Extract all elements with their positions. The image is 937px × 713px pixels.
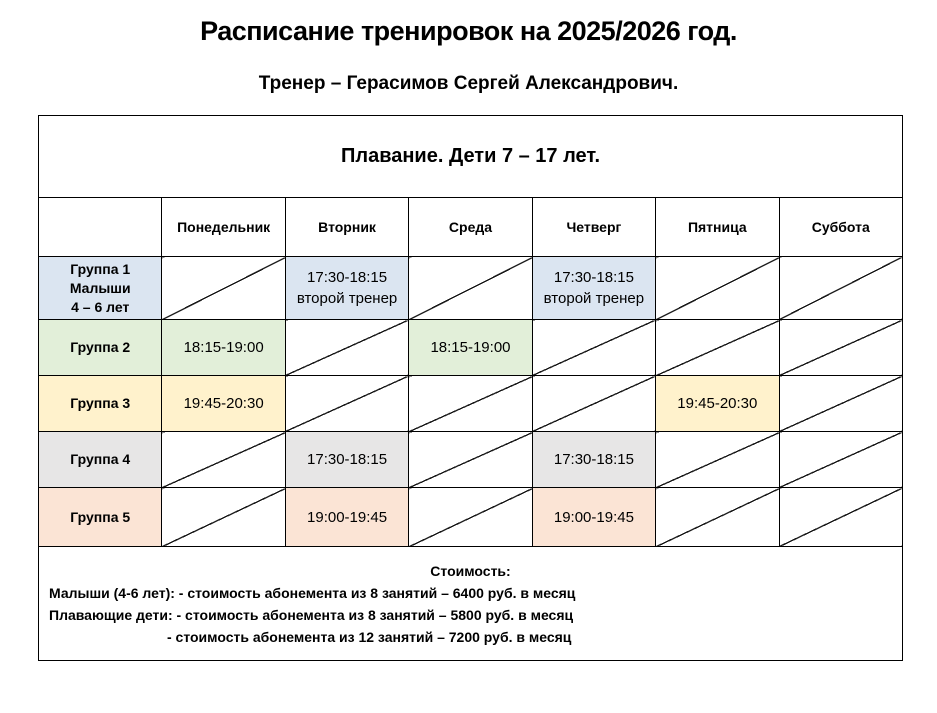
day-header-friday: Пятница — [656, 198, 779, 257]
day-header-monday: Понедельник — [162, 198, 285, 257]
empty-cell — [656, 257, 779, 320]
pricing-line-1: Малыши (4-6 лет): - стоимость абонемента из 8 занятий – 6400 руб. в месяц — [49, 584, 576, 601]
session-cell — [285, 432, 408, 488]
empty-cell — [409, 432, 532, 488]
session-cell — [532, 257, 655, 320]
group1-age: 4 – 6 лет — [71, 298, 130, 315]
session-time: 19:45-20:30 — [183, 395, 264, 412]
empty-cell — [285, 376, 408, 432]
empty-cell — [409, 488, 532, 547]
session-time: 19:45-20:30 — [677, 395, 758, 412]
pricing-heading: Стоимость: — [430, 562, 511, 579]
empty-cell — [409, 257, 532, 320]
group3-label: Группа 3 — [39, 376, 162, 432]
empty-cell — [779, 257, 902, 320]
session-note: второй тренер — [543, 290, 645, 307]
page-title: Расписание тренировок на 2025/2026 год. — [200, 16, 737, 46]
group1-label — [39, 257, 162, 320]
session-time: 17:30-18:15 — [307, 269, 388, 286]
pricing-row — [39, 547, 903, 661]
corner-cell — [39, 198, 162, 257]
empty-cell — [532, 320, 655, 376]
empty-cell — [779, 432, 902, 488]
empty-cell — [656, 432, 779, 488]
session-time: 19:00-19:45 — [553, 508, 634, 526]
group1-name: Группа 1 — [70, 260, 131, 277]
group2-label: Группа 2 — [39, 320, 162, 376]
pricing-line-3: - стоимость абонемента из 12 занятий – 7200 руб. в месяц — [167, 628, 572, 645]
empty-cell — [532, 376, 655, 432]
group-row-2 — [39, 320, 903, 376]
group-row-5 — [39, 488, 903, 547]
session-note: второй тренер — [296, 290, 398, 307]
empty-cell — [656, 320, 779, 376]
session-time: 18:15-19:00 — [430, 339, 511, 356]
page-subtitle: Тренер – Герасимов Сергей Александрович. — [258, 73, 679, 94]
group-row-3 — [39, 376, 903, 432]
pricing-line-2: Плавающие дети: - стоимость абонемента из 8 занятий – 5800 руб. в месяц — [49, 606, 574, 623]
group1-sub: Малыши — [69, 279, 131, 296]
group-row-1 — [39, 257, 903, 320]
empty-cell — [779, 320, 902, 376]
group-row-4 — [39, 432, 903, 488]
session-cell — [162, 320, 285, 376]
session-time: 19:00-19:45 — [307, 508, 388, 526]
group4-label: Группа 4 — [39, 432, 162, 488]
session-cell — [162, 376, 285, 432]
session-cell — [285, 488, 408, 547]
table-title: Плавание. Дети 7 – 17 лет. — [39, 116, 903, 198]
empty-cell — [409, 376, 532, 432]
session-time: 17:30-18:15 — [553, 269, 634, 286]
session-time: 17:30-18:15 — [553, 451, 634, 468]
day-header-tuesday: Вторник — [285, 198, 408, 257]
empty-cell — [779, 488, 902, 547]
schedule-table — [38, 115, 903, 661]
empty-cell — [656, 488, 779, 547]
group5-label: Группа 5 — [39, 488, 162, 547]
session-cell — [532, 432, 655, 488]
empty-cell — [285, 320, 408, 376]
session-time: 17:30-18:15 — [307, 451, 388, 468]
day-header-thursday: Четверг — [532, 198, 655, 257]
session-cell — [656, 376, 779, 432]
empty-cell — [162, 432, 285, 488]
empty-cell — [162, 488, 285, 547]
session-cell — [285, 257, 408, 320]
day-header-wednesday: Среда — [409, 198, 532, 257]
day-header-saturday: Суббота — [779, 198, 902, 257]
table-title-row — [39, 116, 903, 198]
empty-cell — [779, 376, 902, 432]
session-cell — [409, 320, 532, 376]
session-time: 18:15-19:00 — [183, 339, 264, 356]
empty-cell — [162, 257, 285, 320]
pricing-block — [39, 547, 903, 661]
session-cell — [532, 488, 655, 547]
day-header-row — [39, 198, 903, 257]
